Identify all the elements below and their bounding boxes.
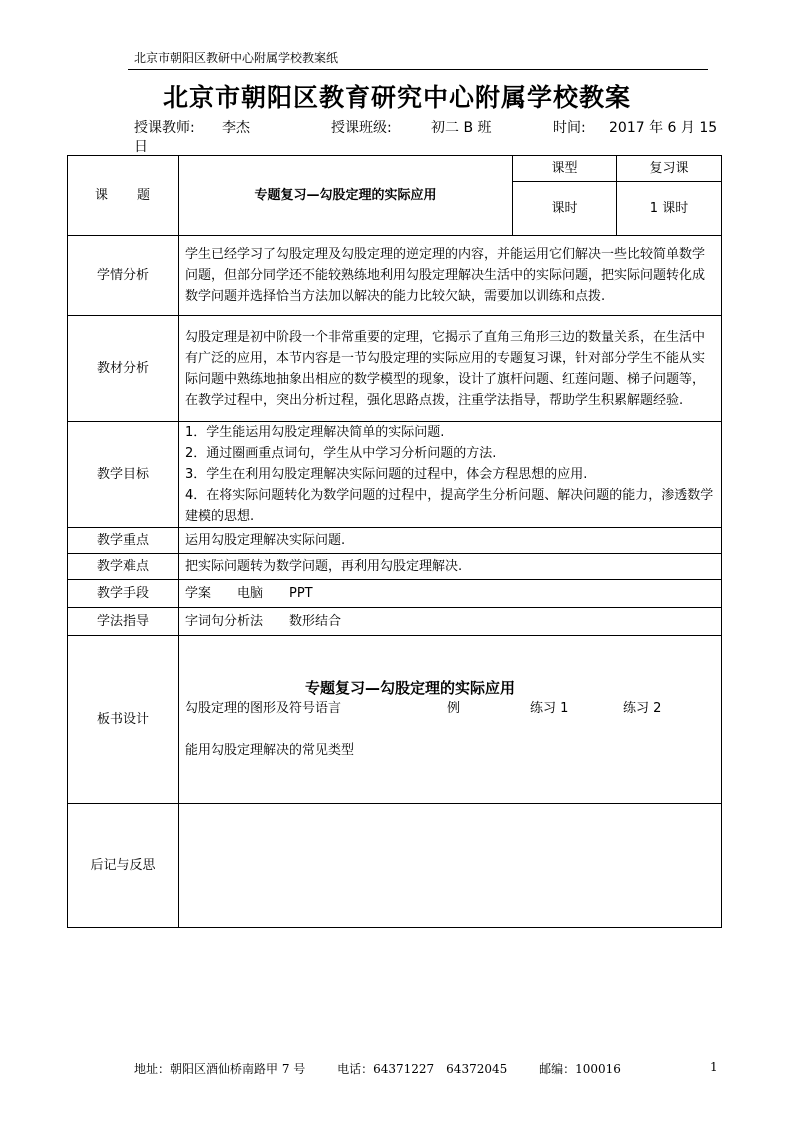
header-divider — [128, 69, 708, 70]
page-header-text: 北京市朝阳区教研中心附属学校教案纸 — [134, 51, 339, 65]
topic-label: 课 题 — [68, 156, 179, 236]
material-analysis-label: 教材分析 — [68, 316, 179, 422]
board-item-exercise-2: 练习 2 — [623, 701, 662, 716]
class-hours-label: 课时 — [513, 182, 617, 236]
difficulty-label: 教学难点 — [68, 554, 179, 580]
footer-postcode: 邮编：100016 — [539, 1062, 621, 1076]
board-item-graph: 勾股定理的图形及符号语言 — [185, 701, 342, 716]
board-design-title: 专题复习—勾股定理的实际应用 — [304, 679, 515, 697]
teacher-label: 授课教师: — [134, 120, 195, 136]
board-item-example: 例 — [447, 701, 461, 716]
material-analysis-text: 勾股定理是初中阶段一个非常重要的定理，它揭示了直角三角形三边的数量关系，在生活中有广泛的应用，本节内容是一节勾股定理的实际应用的专题复习课，针对部分学生不能从实际问题中熟练地抽象出相应的数学模型的现象，设计了旗杆问题、红莲问题、梯子问题等，在教学过程中，突出分析过程，强化思路点拨，注重学法指导，帮助学生积累解题经验. — [179, 316, 722, 422]
difficulty-text: 把实际问题转为数学问题，再利用勾股定理解决. — [179, 554, 722, 580]
page-footer — [134, 1060, 649, 1077]
goal-item: 1．学生能运用勾股定理解决简单的实际问题. — [185, 425, 445, 440]
footer-address: 地址：朝阳区酒仙桥南路甲 7 号 — [134, 1062, 306, 1076]
key-point-text: 运用勾股定理解决实际问题. — [179, 528, 722, 554]
time-value: 2017 年 6 月 15 — [609, 120, 718, 136]
teaching-means-text: 学案 电脑 PPT — [179, 580, 722, 608]
study-method-label: 学法指导 — [68, 608, 179, 636]
lesson-plan-table — [67, 155, 722, 928]
class-hours-value: 1 课时 — [617, 182, 722, 236]
key-point-label: 教学重点 — [68, 528, 179, 554]
lesson-type-value: 复习课 — [617, 156, 722, 182]
student-analysis-text: 学生已经学习了勾股定理及勾股定理的逆定理的内容，并能运用它们解决一些比较简单数学问题，但部分同学还不能较熟练地利用勾股定理解决生活中的实际问题，把实际问题转化成数学问题并选择恰当方法加以解决的能力比较欠缺，需要加以训练和点拨. — [179, 236, 722, 316]
lesson-type-label: 课型 — [513, 156, 617, 182]
teaching-goals-label: 教学目标 — [68, 422, 179, 528]
board-item-exercise-1: 练习 1 — [530, 701, 569, 716]
topic-value: 专题复习—勾股定理的实际应用 — [179, 156, 513, 236]
goal-item: 2．通过圈画重点词句，学生从中学习分析问题的方法. — [185, 446, 497, 461]
goal-item: 3．学生在利用勾股定理解决实际问题的过程中，体会方程思想的应用. — [185, 467, 588, 482]
document-title: 北京市朝阳区教育研究中心附属学校教案 — [162, 83, 631, 112]
class-name: 初二 B 班 — [431, 120, 492, 136]
board-item-types: 能用勾股定理解决的常见类型 — [185, 743, 355, 758]
student-analysis-label: 学情分析 — [68, 236, 179, 316]
time-label: 时间: — [553, 120, 586, 136]
reflection-text — [179, 804, 722, 928]
page-number: 1 — [710, 1060, 718, 1074]
board-design-content — [179, 636, 722, 804]
board-design-label: 板书设计 — [68, 636, 179, 804]
footer-phone: 电话：64371227 64372045 — [337, 1062, 508, 1076]
goal-item: 4．在将实际问题转化为数学问题的过程中，提高学生分析问题、解决问题的能力，渗透数学建模的思想. — [185, 488, 714, 524]
teaching-means-label: 教学手段 — [68, 580, 179, 608]
study-method-text: 字词句分析法 数形结合 — [179, 608, 722, 636]
teacher-name: 李杰 — [222, 120, 250, 136]
reflection-label: 后记与反思 — [68, 804, 179, 928]
teaching-goals-list — [179, 422, 722, 528]
time-value-wrap: 日 — [134, 139, 148, 155]
board-design-row — [185, 698, 715, 718]
class-label: 授课班级: — [331, 120, 392, 136]
